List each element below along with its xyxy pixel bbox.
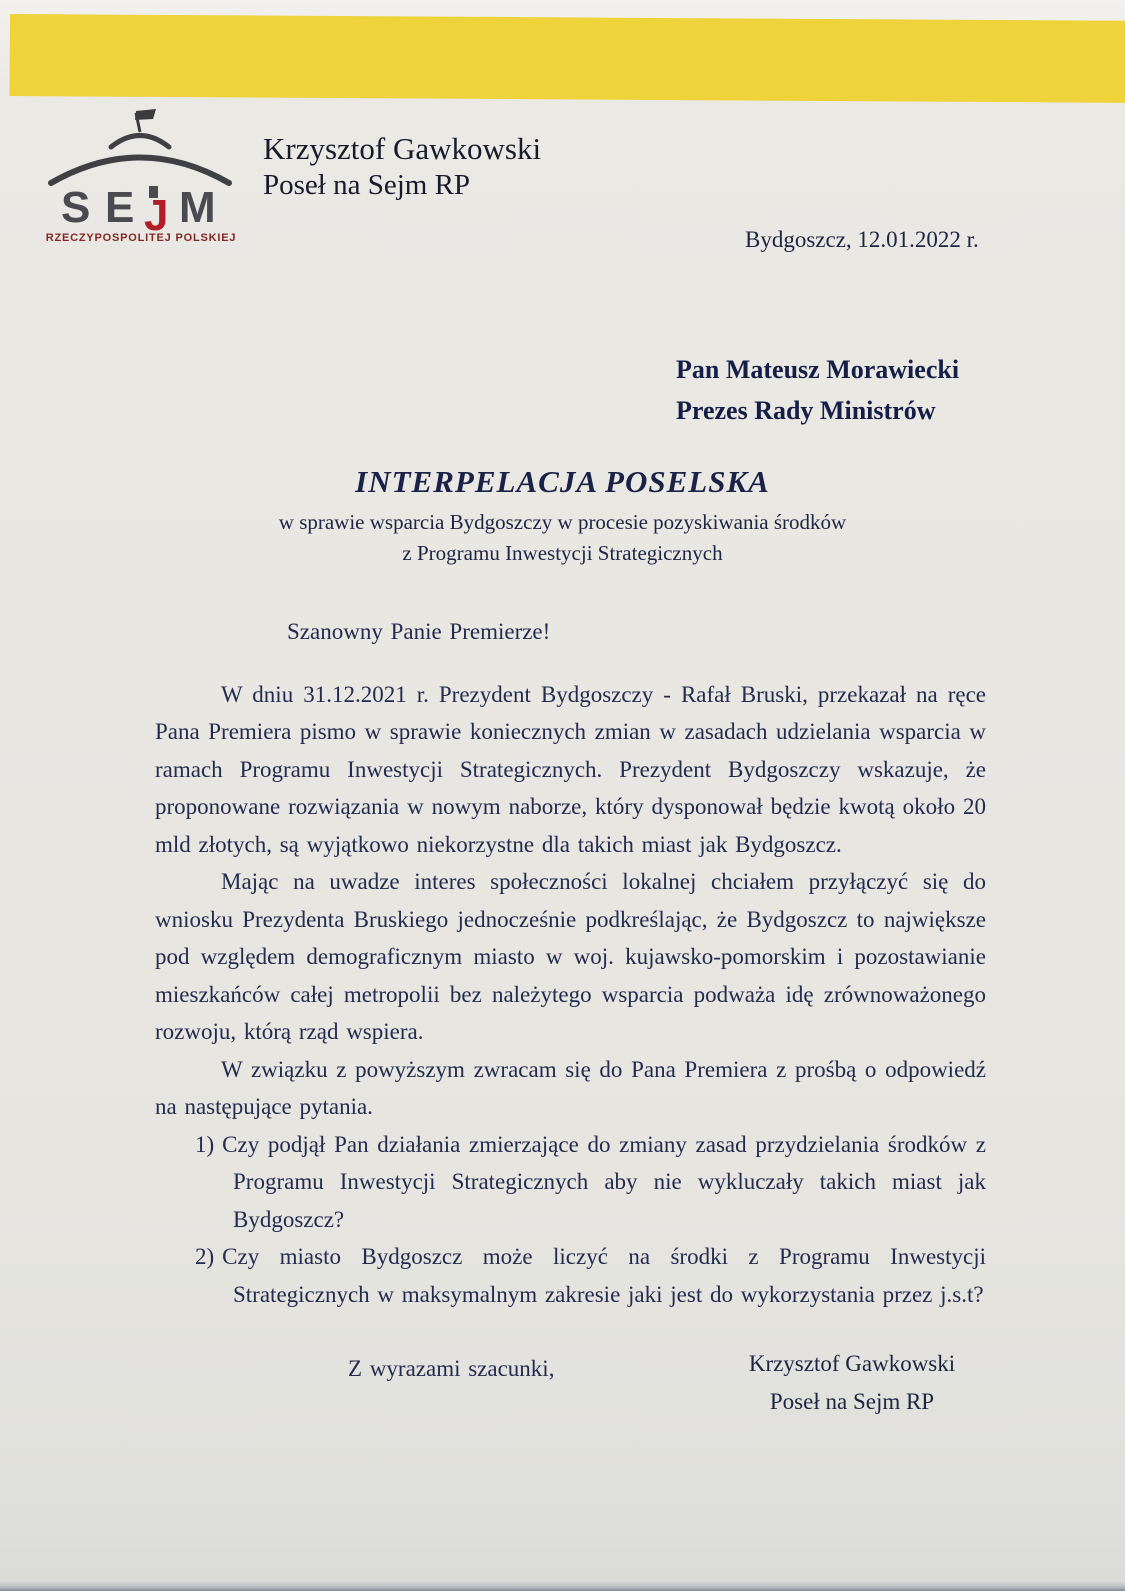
scan-bottom-edge xyxy=(0,1582,1125,1591)
addressee-block xyxy=(676,349,959,431)
document-title: INTERPELACJA POSELSKA xyxy=(355,464,770,499)
question-2-number: 2) xyxy=(195,1244,215,1269)
question-list xyxy=(195,1126,986,1314)
signature-block xyxy=(740,1345,964,1421)
date-line: Bydgoszcz, 12.01.2022 r. xyxy=(745,227,979,252)
paragraph-1: W dniu 31.12.2021 r. Prezydent Bydgoszczy - Rafał Bruski, przekazał na ręce Pana Premiera pismo w sprawie koniecznych zmian w zasadach udzielania wsparcia w ramach Programu Inwestycji Strategicznych. Prezydent Bydgoszczy wskazuje, że proponowane rozwiązania w nowym naborze, który dysponował będzie kwotą około 20 mld złotych, są wyjątkowo niekorzystne dla takich miast jak Bydgoszcz. xyxy=(155,681,986,857)
document-subtitle xyxy=(0,507,1125,569)
addressee-name: Pan Mateusz Morawiecki xyxy=(676,355,960,384)
sender-name: Krzysztof Gawkowski xyxy=(263,131,542,166)
dome-roof-arc xyxy=(51,158,229,184)
letterhead xyxy=(45,106,541,244)
yellow-highlight-band xyxy=(9,14,1125,103)
subtitle-line-1: w sprawie wsparcia Bydgoszczy w procesie pozyskiwania środków xyxy=(278,510,847,534)
question-2-text: Czy miasto Bydgoszcz może liczyć na środki z Programu Inwestycji Strategicznych w maksymalnym zakresie jaki jest do wykorzystania przez j.s.t? xyxy=(222,1244,986,1307)
salutation: Szanowny Panie Premierze! xyxy=(287,619,551,644)
question-1-text: Czy podjął Pan działania zmierzające do zmiany zasad przydzielania środków z Programu Inwestycji Strategicznych aby nie wykluczały takich miast jak Bydgoszcz? xyxy=(222,1131,986,1232)
sender-role: Poseł na Sejm RP xyxy=(263,169,471,201)
addressee-title: Prezes Rady Ministrów xyxy=(676,396,936,425)
logo-letter-e: E xyxy=(105,183,135,232)
logo-letter-m: M xyxy=(179,183,216,232)
logo-caption: RZECZYPOSPOLITEJ POLSKIEJ xyxy=(45,232,237,244)
paragraph-3: W związku z powyższym zwracam się do Pana Premiera z prośbą o odpowiedź na następujące pytania. xyxy=(155,1056,986,1119)
closing-phrase: Z wyrazami szacunki, xyxy=(348,1356,555,1381)
subtitle-line-2: z Programu Inwestycji Strategicznych xyxy=(402,541,723,565)
question-item-2 xyxy=(195,1238,986,1313)
question-1-number: 1) xyxy=(195,1131,215,1157)
question-item-1 xyxy=(195,1126,986,1239)
sejm-dome-icon xyxy=(45,106,237,244)
signature-role: Poseł na Sejm RP xyxy=(769,1389,935,1414)
letter-body xyxy=(155,613,986,1388)
logo-letter-s: S xyxy=(61,183,91,232)
signature-name: Krzysztof Gawkowski xyxy=(748,1351,956,1376)
paragraph-2: Mając na uwadze interes społeczności lokalnej chciałem przyłączyć się do wniosku Prezydenta Bruskiego jednocześnie podkreślając, że Bydgoszcz to największe pod względem demograficznym miasto w woj. kujawsko-pomorskim i pozostawianie mieszkańców całej metropolii bez należytego wsparcia podważa idę zrównoważonego rozwoju, którą rząd wspiera. xyxy=(155,869,986,1044)
sender-block xyxy=(263,130,541,204)
logo-letter-j: J xyxy=(144,191,169,240)
sejm-logo xyxy=(45,106,237,244)
dome-top-arc xyxy=(111,136,169,148)
flag-icon xyxy=(135,109,156,120)
